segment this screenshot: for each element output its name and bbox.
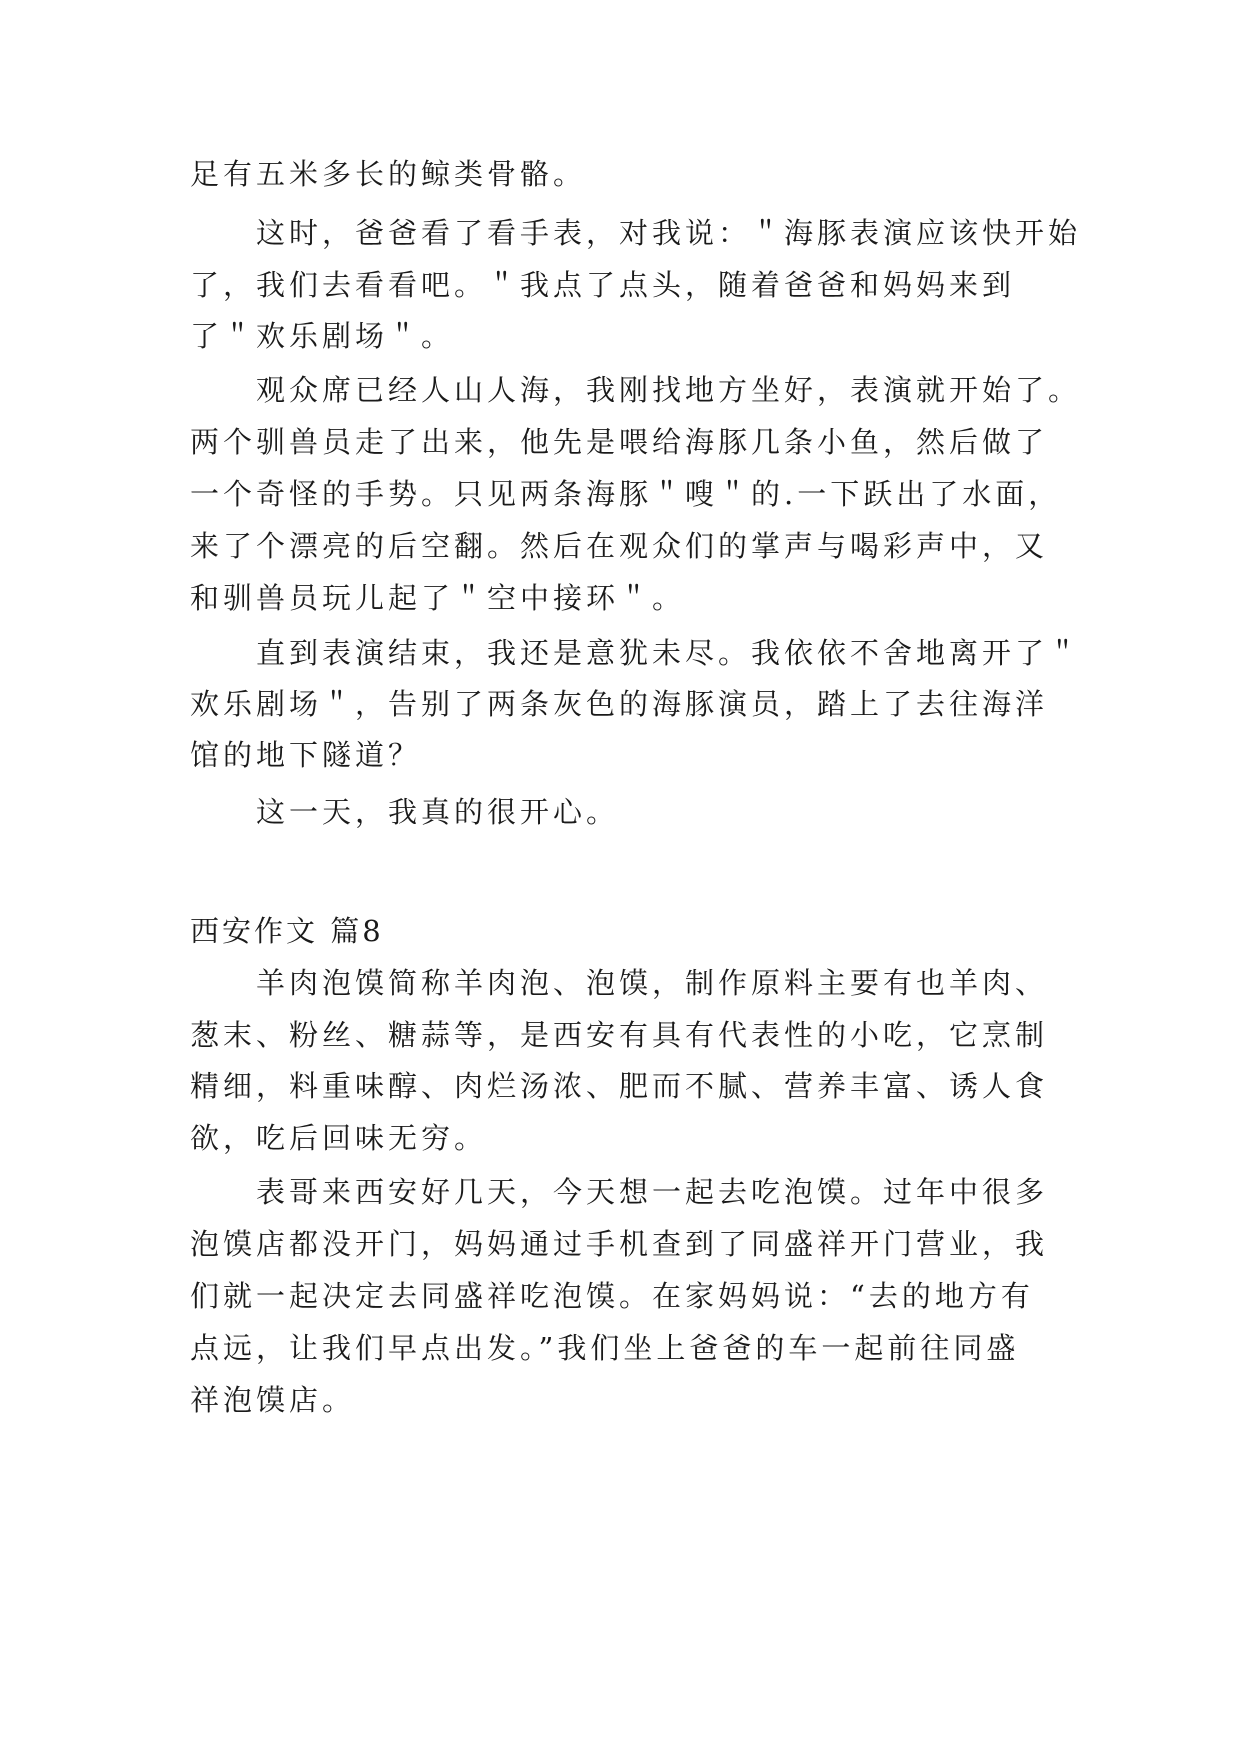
paragraph-line: 欢乐剧场＂，告别了两条灰色的海豚演员，踏上了去往海洋 <box>190 687 1049 721</box>
paragraph-line: 了，我们去看看吧。＂我点了点头，随着爸爸和妈妈来到 <box>190 268 1016 302</box>
paragraph-line: 馆的地下隧道？ <box>190 738 422 772</box>
paragraph-line: 这一天，我真的很开心。 <box>256 795 620 829</box>
paragraph-line: 精细，料重味醇、肉烂汤浓、肥而不腻、营养丰富、诱人食 <box>190 1069 1049 1103</box>
paragraph-line: 一个奇怪的手势。只见两条海豚＂嗖＂的.一下跃出了水面， <box>190 477 1062 511</box>
section-heading: 西安作文 篇8 <box>190 914 384 948</box>
paragraph-line: 葱末、粉丝、糖蒜等，是西安有具有代表性的小吃，它烹制 <box>190 1018 1049 1052</box>
paragraph-line: 祥泡馍店。 <box>190 1383 356 1417</box>
paragraph-line: 欲，吃后回味无穷。 <box>190 1121 488 1155</box>
paragraph-line: 直到表演结束，我还是意犹未尽。我依依不舍地离开了＂ <box>256 636 1082 670</box>
paragraph-line: 足有五米多长的鲸类骨骼。 <box>190 157 587 191</box>
paragraph-line: 们就一起决定去同盛祥吃泡馍。在家妈妈说：“去的地方有 <box>190 1279 1034 1313</box>
paragraph-line: 点远，让我们早点出发。”我们坐上爸爸的车一起前往同盛 <box>190 1331 1020 1365</box>
paragraph-line: 这时，爸爸看了看手表，对我说：＂海豚表演应该快开始 <box>256 216 1082 250</box>
paragraph-line: 表哥来西安好几天，今天想一起去吃泡馍。过年中很多 <box>256 1175 1049 1209</box>
paragraph-line: 两个驯兽员走了出来，他先是喂给海豚几条小鱼，然后做了 <box>190 425 1049 459</box>
paragraph-line: 来了个漂亮的后空翻。然后在观众们的掌声与喝彩声中，又 <box>190 529 1049 563</box>
paragraph-line: 羊肉泡馍简称羊肉泡、泡馍，制作原料主要有也羊肉、 <box>256 966 1049 1000</box>
paragraph-line: 和驯兽员玩儿起了＂空中接环＂。 <box>190 581 686 615</box>
paragraph-line: 泡馍店都没开门，妈妈通过手机查到了同盛祥开门营业，我 <box>190 1227 1049 1261</box>
paragraph-line: 了＂欢乐剧场＂。 <box>190 319 455 353</box>
paragraph-line: 观众席已经人山人海，我刚找地方坐好，表演就开始了。 <box>256 373 1082 407</box>
